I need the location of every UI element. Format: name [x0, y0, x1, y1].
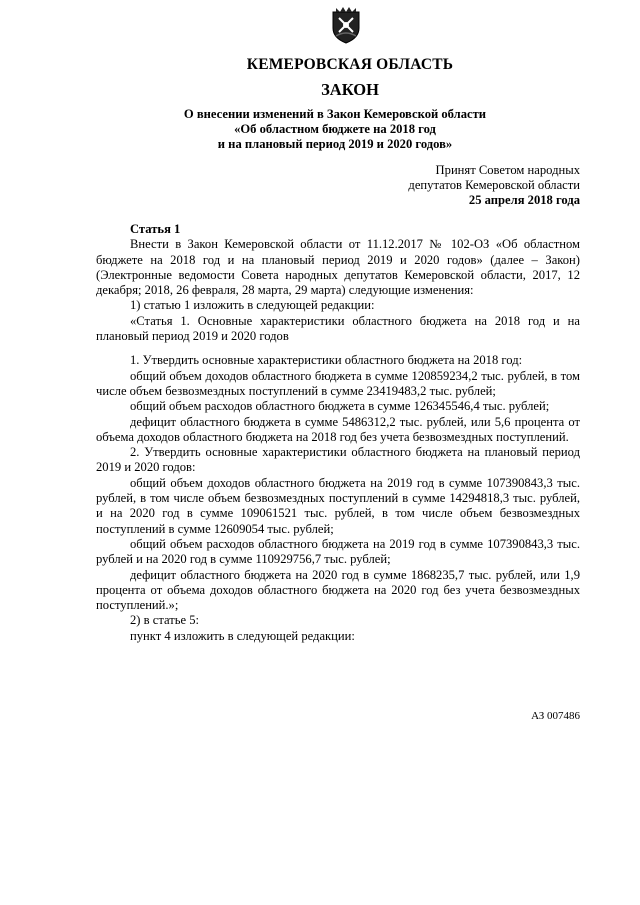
subject-line-2: «Об областном бюджете на 2018 год: [234, 122, 436, 136]
law-body: [96, 222, 580, 644]
amendment-item-1: 1) статью 1 изложить в следующей редакции:: [130, 298, 375, 313]
amendment-item-2: 2) в статье 5:: [130, 613, 200, 628]
amendment-item-2-point: пункт 4 изложить в следующей редакции:: [130, 628, 355, 643]
subject-line-1: О внесении изменений в Закон Кемеровской области: [183, 107, 487, 121]
adoption-info: [408, 163, 580, 208]
paragraph-1-expenses: общий объем расходов областного бюджета в сумме 126345546,4 тыс. рублей;: [130, 399, 550, 414]
paragraph-1: 1. Утвердить основные характеристики областного бюджета на 2018 год:: [130, 353, 523, 368]
article-title: Статья 1: [130, 222, 181, 236]
document-serial-code: АЗ 007486: [531, 710, 580, 722]
document-type: ЗАКОН: [321, 80, 379, 99]
paragraph-2: 2. Утвердить основные характеристики областного бюджета на плановый период 2019 и 2020 годов:: [96, 445, 580, 475]
adoption-date: 25 апреля 2018 года: [468, 193, 580, 207]
coat-of-arms-icon: [330, 6, 362, 44]
paragraph-1-revenues: общий объем доходов областного бюджета в сумме 120859234,2 тыс. рублей, в том числе объем безвозмездных поступлений в сумме 23419483,2 тыс. рублей;: [96, 368, 580, 398]
adoption-line-2: депутатов Кемеровской области: [408, 178, 580, 192]
paragraph-2-deficit: дефицит областного бюджета на 2020 год в сумме 1868235,7 тыс. рублей, или 1,9 процента от объема доходов областного бюджета на 2020 год без учета безвозмездных поступлений.»;: [96, 567, 580, 613]
adoption-line-1: Принят Советом народных: [435, 163, 580, 177]
law-subject: [0, 107, 640, 152]
paragraph-2-revenues: общий объем доходов областного бюджета на 2019 год в сумме 107390843,3 тыс. рублей, в том числе объем безвозмездных поступлений в сумме 14294818,3 тыс. рублей, и на 2020 год в сумме 109061521 тыс. рублей, в том числе объем безвозмездных поступлений в сумме 12609054 тыс. рублей;: [96, 475, 580, 536]
article-intro: Внести в Закон Кемеровской области от 11.12.2017 № 102-ОЗ «Об областном бюджете на 2018 год и на плановый период 2019 и 2020 годов» (далее – Закон) (Электронные ведомости Совета народных депутатов Кемеровской области, 2017, 12 декабря; 2018, 26 февраля, 28 марта, 29 марта) следующие изменения:: [96, 237, 580, 298]
quoted-article-title: «Статья 1. Основные характеристики областного бюджета на 2018 год и на плановый период 2019 и 2020 годов: [96, 313, 580, 344]
paragraph-1-deficit: дефицит областного бюджета в сумме 5486312,2 тыс. рублей, или 5,6 процента от объема доходов областного бюджета на 2018 год без учета безвозмездных поступлений.: [96, 414, 580, 444]
paragraph-2-expenses: общий объем расходов областного бюджета на 2019 год в сумме 107390843,3 тыс. рублей и на 2020 год в сумме 110929756,7 тыс. рублей;: [96, 536, 580, 567]
region-title: КЕМЕРОВСКАЯ ОБЛАСТЬ: [246, 56, 454, 73]
subject-line-3: и на плановый период 2019 и 2020 годов»: [217, 137, 453, 151]
